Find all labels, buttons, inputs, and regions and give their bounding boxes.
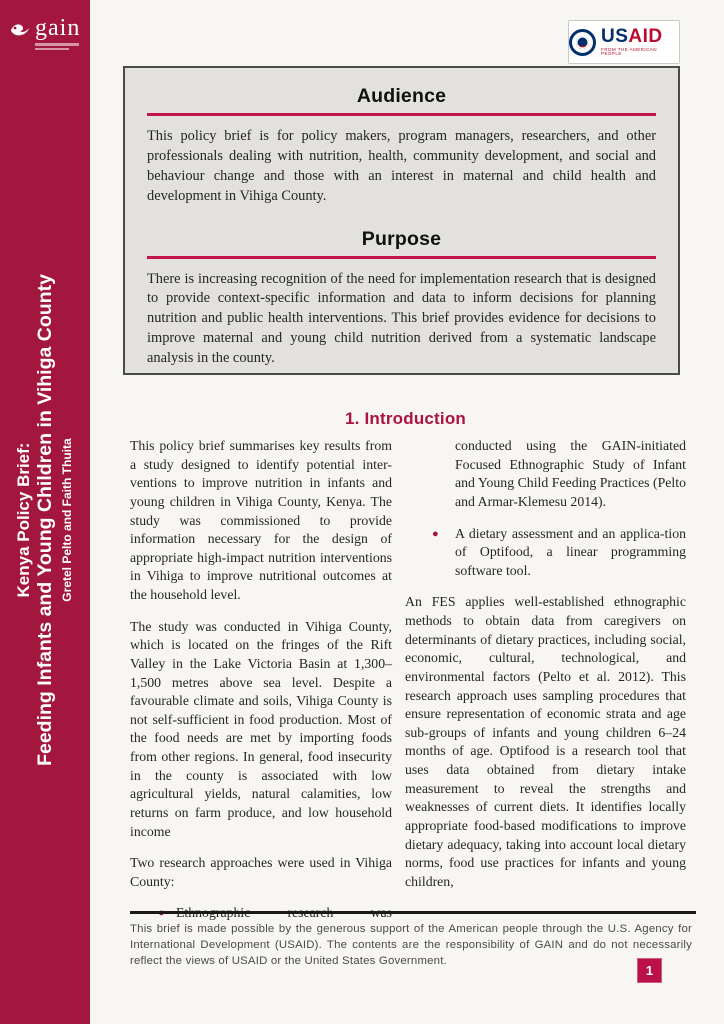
section-heading-introduction: 1. Introduction — [344, 409, 467, 428]
audience-rule — [147, 113, 656, 116]
usaid-wordmark: USAID — [601, 26, 663, 48]
brief-authors: Gretel Pelto and Faith Thuita — [59, 438, 74, 602]
page-number-badge: 1 — [637, 958, 662, 983]
intro-paragraph: This policy brief summarises key results from a study designed to identify potential inter-ventions to improve nutrition in infants and young children in Vihiga County, Kenya. The study was commissioned to provide information necessary for the design of appropriate high-impact nutrition interventions in Vihiga to improve nutritional outcomes at the household level. — [130, 438, 392, 602]
usaid-tagline: FROM THE AMERICAN PEOPLE — [601, 46, 657, 57]
bullet-icon: ● — [432, 527, 439, 540]
brief-series-title: Kenya Policy Brief: — [14, 442, 34, 598]
document-vertical-title — [0, 200, 92, 840]
audience-purpose-box — [123, 66, 680, 375]
usaid-seal-icon — [569, 29, 596, 56]
gain-logo — [10, 16, 86, 52]
purpose-body: There is increasing recognition of the need for implementation research that is designed to provide context-specific information and data to inform decisions for planning nutrition and public health interventions. This brief provides evidence for decisions to improve maternal and young child nutrition derived from a systematic landscape analysis in the county. — [147, 270, 656, 366]
footer-divider — [130, 911, 696, 914]
audience-body: This policy brief is for policy makers, program managers, researchers, and other professionals dealing with nutrition, health, community development, and social and behaviour change and those with an interest in maternal and child health and development in Vihiga County. — [147, 128, 656, 204]
gain-bird-icon — [10, 22, 30, 42]
intro-paragraph: Two research approaches were used in Vihiga County: — [130, 855, 392, 889]
footer-disclaimer: This brief is made possible by the generous support of the American people through the U.S. Agency for International Development (USAID). The contents are the responsibility of GAIN and do not necessarily reflect the views of USAID or the United States Government. — [130, 923, 692, 968]
purpose-heading: Purpose — [361, 227, 442, 250]
sidebar-band — [0, 0, 90, 1024]
gain-logo-word: gain — [35, 15, 81, 41]
purpose-rule — [147, 256, 656, 259]
list-item-text: A dietary assessment and an applica-tion of Optifood, a linear programming software tool. — [455, 525, 686, 578]
list-item-continuation: conducted using the GAIN-initiated Focused Ethnographic Study of Infant and Young Child Feeding Practices (Pelto and Armar-Klemesu 2014). — [455, 438, 686, 509]
intro-column-right — [405, 437, 686, 891]
gain-tagline-bars — [35, 43, 80, 50]
audience-heading: Audience — [356, 85, 447, 107]
usaid-logo — [568, 20, 680, 64]
intro-column-left — [130, 437, 392, 936]
intro-paragraph: The study was conducted in Vihiga County, which is located on the fringes of the Rift Valley in the Lake Victoria Basin at 1,300–1,500 metres above sea level. Despite a favourable climate and soils, Vihiga County is not self-sufficient in food production. Most of the food needs are met by importing foods from other regions. In general, food insecurity in the county is associated with low agricultural yields, natural calamities, low returns on farm produce, and low household income — [130, 618, 392, 839]
list-item — [432, 525, 686, 581]
brief-main-title: Feeding Infants and Young Children in Vihiga County — [33, 274, 56, 766]
intro-paragraph: An FES applies well-established ethnographic methods to obtain data from caregivers on determinants of dietary practices, including social, economic, cultural, technological, and environmental factors (Pelto et al. 2012). This research approach uses sampling procedures that ensure representation of economic strata and age sub-groups of infants and young children 6–24 months of age. Optifood is a research tool that uses data obtained from dietary intake measurement to reveal the strengths and weaknesses of current diets. It identifies locally appropriate food-based modifications to improve dietary adequacy, taking into account local dietary norms, food use practices for infants and young children, — [405, 594, 686, 889]
